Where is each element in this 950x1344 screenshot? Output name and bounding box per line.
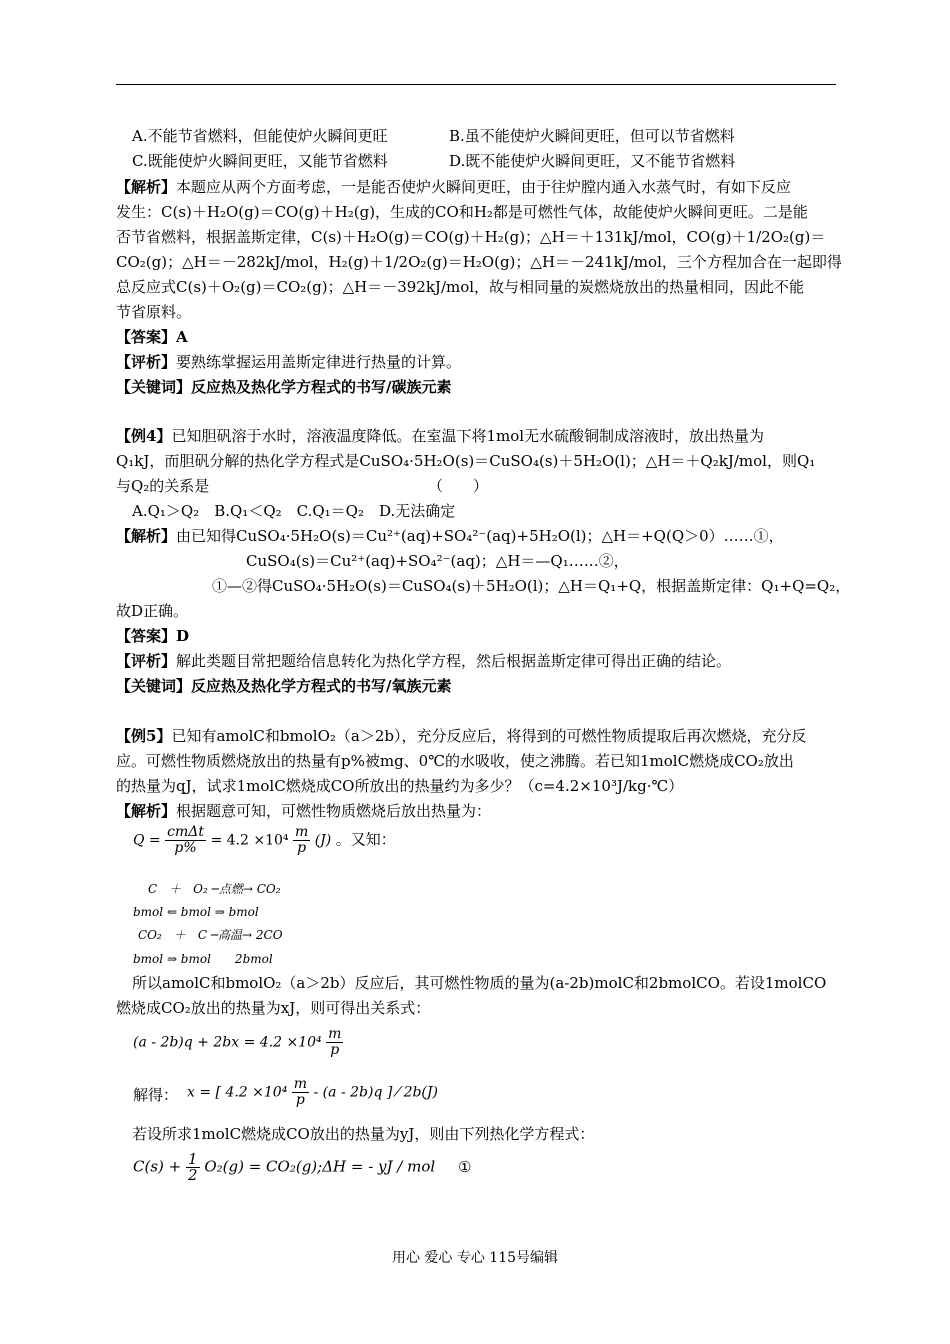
equation-solution xyxy=(187,1077,438,1108)
analysis-text: 本题应从两个方面考虑，一是能否使炉火瞬间更旺，由于往炉膛内通入水蒸气时，有如下反应 xyxy=(176,178,792,196)
denominator: p% xyxy=(174,840,197,856)
eq-body: (a - 2b)q + 2bx = 4.2 ×10⁴ xyxy=(133,1034,322,1051)
question-text: 已知胆矾溶于水时，溶液温度降低。在室温下将1mol无水硫酸铜制成溶液时，放出热量为 xyxy=(171,427,765,445)
denominator: p xyxy=(330,1042,340,1058)
q3-analysis-line-5: 总反应式C(s)＋O₂(g)＝CO₂(g)；△H＝－392kJ/mol，故与相同量的炭燃烧放出的热量相同，因此不能 xyxy=(116,278,805,296)
numerator: 1 xyxy=(188,1150,198,1168)
eq-mid: = 4.2 ×10⁴ xyxy=(210,832,289,849)
q3-analysis-line-3: 否节省燃料，根据盖斯定律，C(s)＋H₂O(g)＝CO(g)＋H₂(g)；△H＝＋131kJ/mol，CO(g)＋1/2O₂(g)＝ xyxy=(116,228,826,246)
q3-analysis-line-2: 发生：C(s)＋H₂O(g)＝CO(g)＋H₂(g)，生成的CO和H₂都是可燃性气体，故能使炉火瞬间更旺。二是能 xyxy=(116,203,808,221)
denominator: 2 xyxy=(188,1166,198,1184)
eq-right: - (a - 2b)q ] ⁄ 2b(J) xyxy=(313,1084,438,1101)
eq-lhs: Q = xyxy=(133,832,161,849)
equation-heat xyxy=(133,825,396,856)
q5-paragraph-1: 所以amolC和bmolO₂（a＞2b）反应后，其可燃性物质的量为(a-2b)molC和2bmolCO。若设1molCO xyxy=(132,974,827,992)
eq-left: C(s) + xyxy=(133,1157,182,1176)
numerator: m xyxy=(294,824,309,840)
q3-analysis-line-4: CO₂(g)；△H＝－282kJ/mol，H₂(g)＋1/2O₂(g)＝H₂O(g)；△H＝－241kJ/mol，三个方程加合在一起即得 xyxy=(116,253,842,271)
analysis-text: 由已知得CuSO₄·5H₂O(s)＝Cu²⁺(aq)+SO₄²⁻(aq)+5H₂O(l)；△H＝+Q(Q＞0）……①， xyxy=(176,527,784,545)
example-label: 【例4】 xyxy=(116,427,172,445)
equation-relation xyxy=(133,1027,343,1058)
eq-number: ① xyxy=(457,1157,472,1176)
fraction xyxy=(326,1027,343,1058)
reaction-2: CO₂ ＋ C ─高温→ 2CO xyxy=(138,928,283,942)
q4-comment xyxy=(116,651,731,671)
q5-question-line-1 xyxy=(116,726,806,746)
analysis-label: 【解析】 xyxy=(116,802,177,820)
denominator: p xyxy=(297,840,307,856)
option-d: D.既不能使炉火瞬间更旺，又不能节省燃料 xyxy=(449,152,736,170)
reaction-2-amounts: bmol ⇒ bmol 2bmol xyxy=(133,952,273,966)
reaction-1: C ＋ O₂ ─点燃→ CO₂ xyxy=(148,882,281,896)
solve-label: 解得： xyxy=(133,1086,179,1104)
numerator: m xyxy=(293,1076,308,1092)
q5-question-line-3: 的热量为qJ，试求1molC燃烧成CO所放出的热量约为多少？（c=4.2×10³J/kg·℃） xyxy=(116,777,684,795)
eq-right: O₂(g) = CO₂(g);ΔH = - yJ / mol xyxy=(204,1157,436,1176)
q5-analysis-line-1 xyxy=(116,801,491,821)
analysis-text: 根据题意可知，可燃性物质燃烧后放出热量为： xyxy=(176,802,492,820)
q5-question-line-2: 应。可燃性物质燃烧放出的热量有p%被mg、0℃的水吸收，使之沸腾。若已知1molC燃烧成CO₂放出 xyxy=(116,752,794,770)
comment-label: 【评析】 xyxy=(116,353,177,371)
q4-analysis-line-2: CuSO₄(s)＝Cu²⁺(aq)+SO₄²⁻(aq)；△H＝—Q₁……②， xyxy=(246,552,629,570)
q3-analysis-line-1 xyxy=(116,177,791,197)
q3-comment xyxy=(116,352,461,372)
fraction xyxy=(165,825,206,856)
question-text: 已知有amolC和bmolO₂（a＞2b），充分反应后，将得到的可燃性物质提取后再次燃烧，充分反 xyxy=(171,727,807,745)
page-footer: 用心 爱心 专心 115号编辑 xyxy=(391,1250,559,1266)
q4-keywords: 【关键词】反应热及热化学方程式的书写/氧族元素 xyxy=(116,677,452,695)
analysis-label: 【解析】 xyxy=(116,527,177,545)
reaction-1-amounts: bmol ⇐ bmol ⇒ bmol xyxy=(133,905,259,919)
equation-thermo xyxy=(133,1152,471,1183)
fraction xyxy=(292,1077,309,1108)
fraction xyxy=(293,825,310,856)
answer-paren: （ ） xyxy=(428,477,489,495)
option-b: B.虽不能使炉火瞬间更旺，但可以节省燃料 xyxy=(449,127,735,145)
q5-paragraph-2: 燃烧成CO₂放出的热量为xJ，则可得出关系式： xyxy=(116,999,431,1017)
example-label: 【例5】 xyxy=(116,727,172,745)
comment-label: 【评析】 xyxy=(116,652,177,670)
q4-question-line-2: Q₁kJ，而胆矾分解的热化学方程式是CuSO₄·5H₂O(s)＝CuSO₄(s)＋5H₂O(l)；△H＝＋Q₂kJ/mol，则Q₁ xyxy=(116,452,816,470)
q3-keywords: 【关键词】反应热及热化学方程式的书写/碳族元素 xyxy=(116,378,452,396)
option-c: C.既能使炉火瞬间更旺，又能节省燃料 xyxy=(132,152,388,170)
header-rule xyxy=(116,84,836,85)
option-a: A.不能节省燃料，但能使炉火瞬间更旺 xyxy=(132,127,388,145)
eq-unit: (J) xyxy=(314,832,332,849)
numerator: cmΔt xyxy=(167,824,204,840)
fraction xyxy=(186,1152,200,1183)
q3-analysis-line-6: 节省原料。 xyxy=(116,303,192,321)
q4-analysis-line-1 xyxy=(116,526,784,546)
q4-options: A.Q₁＞Q₂ B.Q₁＜Q₂ C.Q₁＝Q₂ D.无法确定 xyxy=(132,502,456,520)
comment-text: 要熟练掌握运用盖斯定律进行热量的计算。 xyxy=(176,353,462,371)
q4-question-line-1 xyxy=(116,426,764,446)
comment-text: 解此类题目常把题给信息转化为热化学方程，然后根据盖斯定律可得出正确的结论。 xyxy=(176,652,732,670)
eq-tail: 。又知： xyxy=(335,830,396,849)
analysis-label: 【解析】 xyxy=(116,178,177,196)
q4-answer: 【答案】D xyxy=(116,627,190,645)
q5-paragraph-3: 若设所求1molC燃烧成CO放出的热量为yJ，则由下列热化学方程式： xyxy=(132,1125,595,1143)
q4-analysis-line-3: ①—②得CuSO₄·5H₂O(s)＝CuSO₄(s)＋5H₂O(l)；△H＝Q₁+Q，根据盖斯定律：Q₁+Q=Q₂， xyxy=(212,577,851,595)
q4-analysis-line-4: 故D正确。 xyxy=(116,602,189,620)
q4-question-line-3: 与Q₂的关系是 xyxy=(116,477,210,495)
eq-left: x = [ 4.2 ×10⁴ xyxy=(187,1084,288,1101)
numerator: m xyxy=(328,1026,342,1042)
denominator: p xyxy=(295,1092,305,1108)
q3-answer: 【答案】A xyxy=(116,328,188,346)
